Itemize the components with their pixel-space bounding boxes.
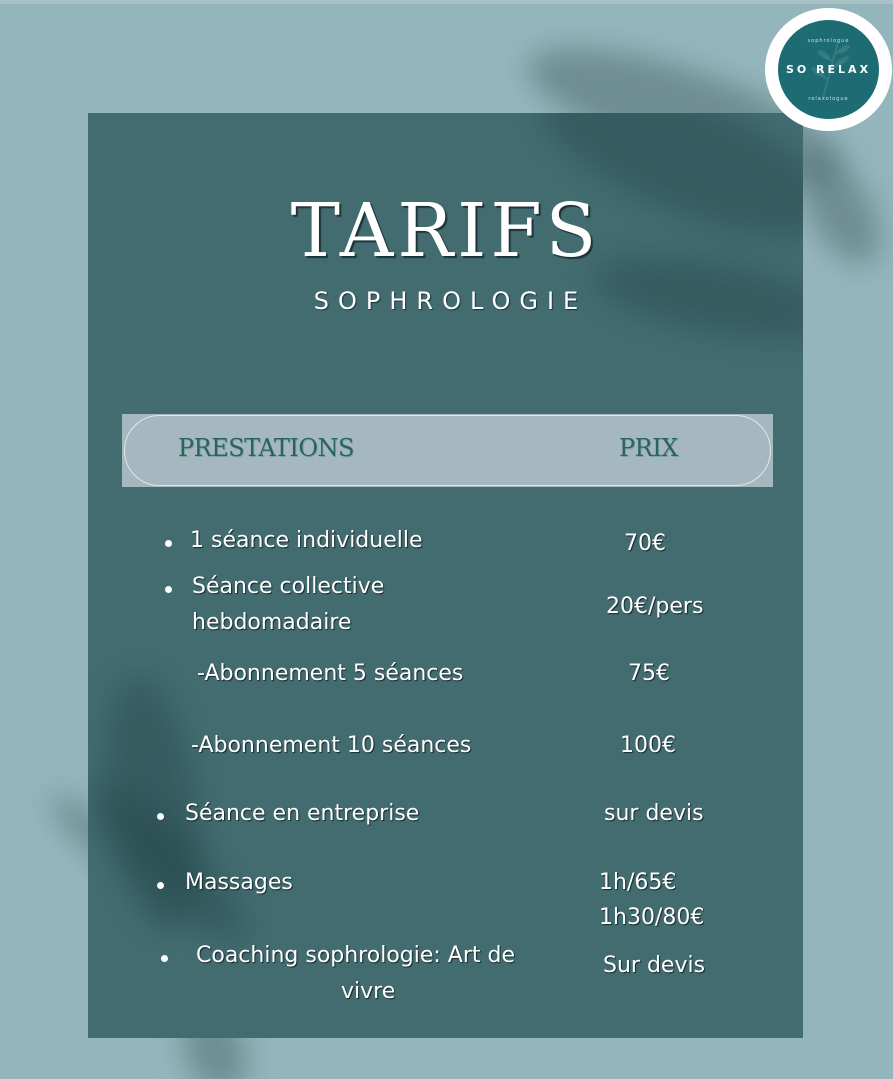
row-label: 1 séance individuelle xyxy=(190,528,423,553)
column-header-prix: PRIX xyxy=(619,434,678,462)
row-price-line1: 1h/65€ xyxy=(599,870,677,895)
row-label: Massages xyxy=(185,870,293,895)
so-relax-logo xyxy=(765,8,892,131)
logo-bottom-arc-text: relaxologue xyxy=(808,96,849,102)
row-label-line1: Séance collective xyxy=(192,574,385,599)
row-price: 100€ xyxy=(620,733,676,758)
row-price: 20€/pers xyxy=(606,594,704,619)
logo-top-arc-text: sophrologue xyxy=(807,38,850,44)
row-price-line2: 1h30/80€ xyxy=(599,905,705,930)
row-price: Sur devis xyxy=(603,953,706,978)
bullet-icon xyxy=(157,813,164,820)
row-label-line2: hebdomadaire xyxy=(192,610,352,635)
column-header-prestations: PRESTATIONS xyxy=(178,434,354,462)
row-label: -Abonnement 5 séances xyxy=(197,661,464,686)
logo-brand-text: SO RELAX xyxy=(785,63,872,76)
bullet-icon xyxy=(157,882,164,889)
bullet-icon xyxy=(161,955,168,962)
bullet-icon xyxy=(165,540,172,547)
row-label-line1: Coaching sophrologie: Art de xyxy=(196,943,516,968)
table-header xyxy=(122,414,773,487)
pricing-card xyxy=(88,113,803,1038)
row-label: Séance en entreprise xyxy=(185,801,420,826)
page-subtitle: SOPHROLOGIE xyxy=(313,287,588,315)
row-label-line2: vivre xyxy=(341,979,396,1004)
row-price: sur devis xyxy=(604,801,704,826)
logo-badge xyxy=(778,20,879,119)
page-title: TARIFS xyxy=(290,188,601,274)
row-price: 70€ xyxy=(624,531,666,556)
bullet-icon xyxy=(165,586,172,593)
row-label: -Abonnement 10 séances xyxy=(191,733,472,758)
row-price: 75€ xyxy=(628,661,670,686)
top-border xyxy=(0,0,893,4)
